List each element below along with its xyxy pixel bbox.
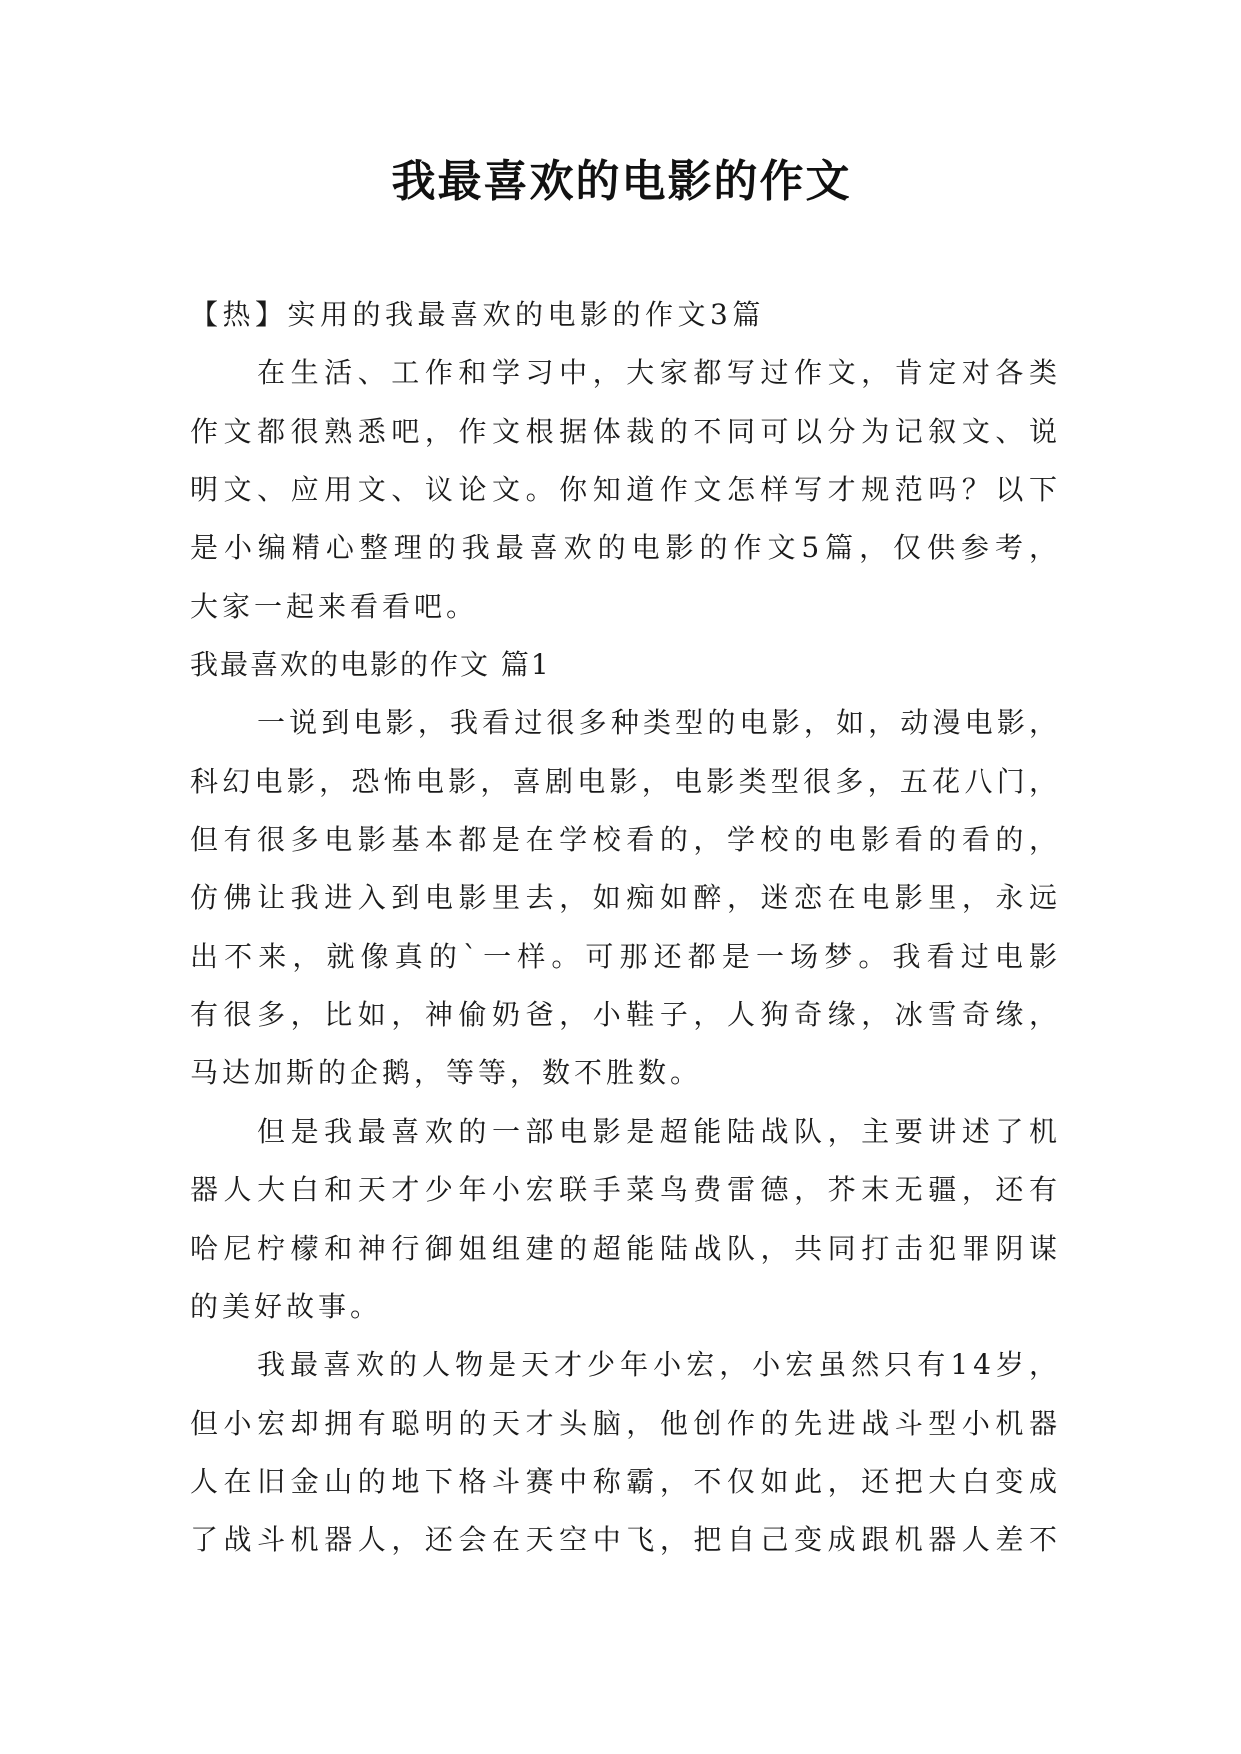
paragraph-line: 我最喜欢的人物是天才少年小宏，小宏虽然只有14岁， (257, 1348, 1063, 1382)
paragraph-line: 的美好故事。 (190, 1289, 383, 1323)
paragraph-line: 哈尼柠檬和神行御姐组建的超能陆战队，共同打击犯罪阴谋 (190, 1231, 1063, 1265)
paragraph-line-row (190, 1220, 1063, 1278)
paragraph-line: 但有很多电影基本都是在学校看的，学校的电影看的看的， (190, 823, 1063, 857)
paragraph-line: 了战斗机器人，还会在天空中飞，把自己变成跟机器人差不 (190, 1523, 1063, 1557)
section-heading: 我最喜欢的电影的作文 篇1 (190, 648, 551, 682)
paragraph-line-row (190, 1395, 1063, 1453)
paragraph-line-row (190, 1161, 1063, 1219)
paragraph-line: 仿佛让我进入到电影里去，如痴如醉，迷恋在电影里，永远 (190, 881, 1063, 915)
paragraph-line-row (190, 753, 1062, 811)
paragraph-line-row (190, 869, 1063, 927)
body-paragraph (190, 1103, 1063, 1336)
document-heading-row (190, 286, 1057, 344)
paragraph-line: 马达加斯的企鹅，等等，数不胜数。 (190, 1056, 703, 1090)
paragraph-line-row (190, 1511, 1063, 1569)
paragraph-line: 明文、应用文、议论文。你知道作文怎样写才规范吗？以下 (190, 473, 1063, 507)
intro-paragraph (190, 344, 1063, 636)
paragraph-line-row (190, 578, 1057, 636)
paragraph-line-row (190, 1453, 1063, 1511)
body-paragraph (190, 694, 1064, 1102)
paragraph-line-row (190, 811, 1063, 869)
paragraph-line-row (190, 986, 1063, 1044)
paragraph-line: 在生活、工作和学习中，大家都写过作文，肯定对各类 (257, 356, 1063, 390)
paragraph-line: 是小编精心整理的我最喜欢的电影的作文5篇，仅供参考， (190, 531, 1063, 565)
paragraph-line: 作文都很熟悉吧，作文根据体裁的不同可以分为记叙文、说 (190, 414, 1063, 448)
paragraph-line-row (190, 694, 1062, 752)
paragraph-line-row (190, 1278, 1057, 1336)
paragraph-line-row (190, 1336, 1063, 1394)
paragraph-line: 但小宏却拥有聪明的天才头脑，他创作的先进战斗型小机器 (190, 1406, 1063, 1440)
document-body (190, 286, 1064, 1570)
paragraph-line: 一说到电影，我看过很多种类型的电影，如，动漫电影， (257, 706, 1062, 740)
paragraph-line-row (190, 344, 1063, 402)
paragraph-line: 人在旧金山的地下格斗赛中称霸，不仅如此，还把大白变成 (190, 1464, 1063, 1498)
section-heading-row (190, 636, 1057, 694)
paragraph-line: 科幻电影，恐怖电影，喜剧电影，电影类型很多，五花八门， (190, 764, 1062, 798)
paragraph-line: 出不来，就像真的`一样。可那还都是一场梦。我看过电影 (190, 939, 1064, 973)
paragraph-line: 大家一起来看看吧。 (190, 589, 479, 623)
paragraph-line-row (190, 1044, 1057, 1102)
paragraph-line: 有很多，比如，神偷奶爸，小鞋子，人狗奇缘，冰雪奇缘， (190, 998, 1063, 1032)
body-paragraph (190, 1336, 1063, 1569)
page-title: 我最喜欢的电影的作文 (391, 156, 852, 207)
paragraph-line: 器人大白和天才少年小宏联手菜鸟费雷德，芥末无疆，还有 (190, 1173, 1063, 1207)
paragraph-line-row (190, 519, 1063, 577)
document-heading: 【热】实用的我最喜欢的电影的作文3篇 (190, 298, 765, 331)
paragraph-line: 但是我最喜欢的一部电影是超能陆战队，主要讲述了机 (257, 1114, 1063, 1148)
paragraph-line-row (190, 1103, 1063, 1161)
paragraph-line-row (190, 928, 1064, 986)
paragraph-line-row (190, 461, 1063, 519)
paragraph-line-row (190, 403, 1063, 461)
